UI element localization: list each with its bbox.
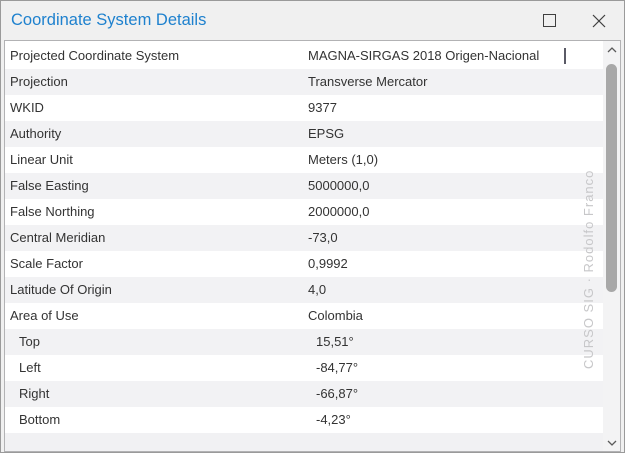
row-label: Linear Unit [10, 152, 73, 167]
chevron-up-icon [607, 47, 617, 53]
table-row [5, 251, 603, 277]
scroll-track[interactable] [603, 58, 620, 434]
details-panel [4, 40, 621, 452]
table-row [5, 381, 603, 407]
row-value: Colombia [308, 308, 363, 323]
table-filler [5, 433, 603, 451]
maximize-button[interactable] [524, 1, 574, 40]
window-controls [524, 1, 624, 40]
table-row [5, 173, 603, 199]
table-row [5, 303, 603, 329]
scroll-thumb[interactable] [606, 64, 617, 292]
row-value: 15,51° [316, 334, 354, 349]
row-value: Meters (1,0) [308, 152, 379, 167]
row-label: Central Meridian [10, 230, 106, 245]
row-value: -4,23° [316, 412, 351, 427]
row-label: False Easting [10, 178, 89, 193]
row-value: -84,77° [316, 360, 359, 375]
row-label: Left [19, 360, 41, 375]
row-label: Projected Coordinate System [10, 48, 180, 63]
row-label: Projection [10, 74, 68, 89]
maximize-icon [543, 14, 556, 27]
row-value: 4,0 [308, 282, 327, 297]
row-label: Bottom [19, 412, 61, 427]
row-label: Top [19, 334, 40, 349]
scroll-up-button[interactable] [603, 41, 620, 58]
row-label: Scale Factor [10, 256, 83, 271]
titlebar[interactable] [1, 1, 624, 40]
table-row [5, 95, 603, 121]
scroll-down-button[interactable] [603, 434, 620, 451]
row-label: Right [19, 386, 50, 401]
row-value: 5000000,0 [308, 178, 370, 193]
row-label: Authority [10, 126, 62, 141]
table-row [5, 199, 603, 225]
row-value: 2000000,0 [308, 204, 370, 219]
text-caret [564, 48, 566, 64]
table-row [5, 277, 603, 303]
row-value: -73,0 [308, 230, 338, 245]
row-label: Area of Use [10, 308, 79, 323]
row-label: False Northing [10, 204, 95, 219]
row-value: 9377 [308, 100, 337, 115]
row-value: -66,87° [316, 386, 359, 401]
table-row [5, 329, 603, 355]
row-value: EPSG [308, 126, 345, 141]
table-row [5, 407, 603, 433]
table-row [5, 147, 603, 173]
table-row [5, 225, 603, 251]
details-table [5, 41, 603, 451]
watermark-text: CURSO SIG · Rodolfo Franco [581, 169, 596, 369]
row-label: Latitude Of Origin [10, 282, 112, 297]
table-row [5, 43, 603, 69]
dialog-title: Coordinate System Details [11, 11, 207, 29]
chevron-down-icon [607, 440, 617, 446]
row-value: MAGNA-SIRGAS 2018 Origen-Nacional [308, 48, 540, 63]
row-value: Transverse Mercator [308, 74, 428, 89]
table-row [5, 355, 603, 381]
close-button[interactable] [574, 1, 624, 40]
row-label: WKID [10, 100, 44, 115]
table-row [5, 121, 603, 147]
row-value: 0,9992 [308, 256, 348, 271]
close-icon [592, 14, 606, 28]
table-row [5, 69, 603, 95]
vertical-scrollbar[interactable] [603, 41, 620, 451]
